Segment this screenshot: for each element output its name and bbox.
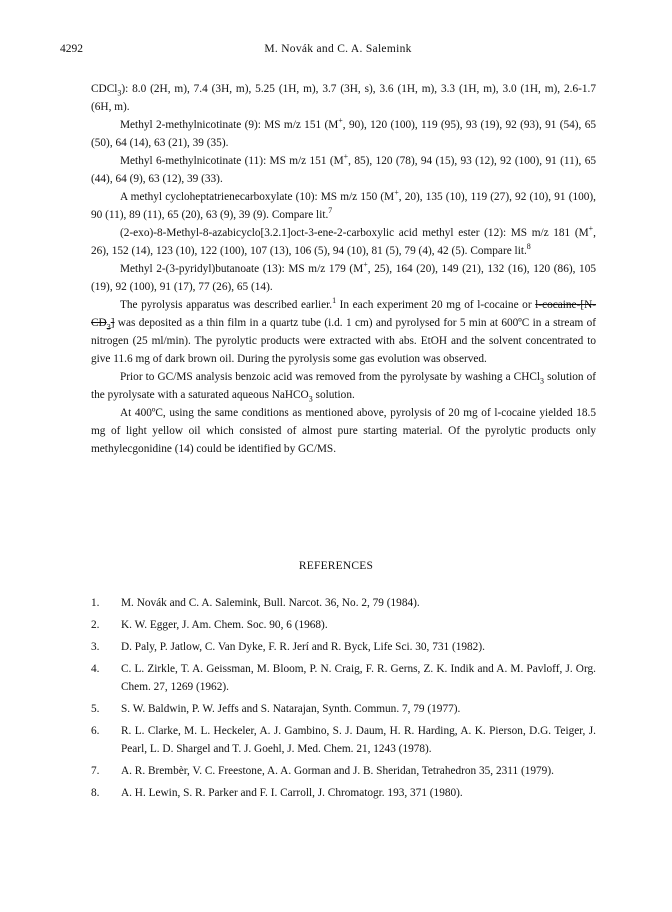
running-authors: M. Novák and C. A. Salemink (264, 43, 412, 55)
references-heading: REFERENCES (298, 560, 374, 572)
experimental-section (91, 80, 596, 458)
page-number: 4292 (60, 43, 83, 55)
compound-10-paragraph: A methyl cycloheptatrienecarboxylate (10): MS m/z 150 (M+, 20), 135 (10), 119 (27), 92 (10), 91 (100), 90 (11), 89 (11), 65 (20), 63 (9), 39 (9). Compare lit.$^7$ (91, 188, 597, 221)
pyrolysis-method-paragraph: The pyrolysis apparatus was described earlier.$^1$ In each experiment 20 mg of l-cocaine or $l-cocaine-[N-CD_3]$ was deposited as a thin film in a quartz tube (i.d. 1 cm) and pyrolysed for 5 min at 600ºC in a stream of nitrogen (25 ml/min). The pyrolytic products were extracted with abs. EtOH and the solvent concentrated to give 11.6 mg of dark brown oil. During the pyrolysis some gas evolution was observed. (91, 296, 597, 365)
reference-item: 5. S. W. Baldwin, P. W. Jeffs and S. Natarajan, Synth. Commun. 7, 79 (1977). (91, 703, 461, 715)
reference-item: 4. C. L. Zirkle, T. A. Geissman, M. Bloom, P. N. Craig, F. R. Gerns, Z. K. Indik and A. M. Pavloff, J. Org. Chem. 27, 1269 (1962). (91, 663, 596, 693)
references-list (91, 594, 596, 806)
running-header (60, 43, 616, 59)
compound-11-paragraph: Methyl 6-methylnicotinate (11): MS m/z 151 (M+, 85), 120 (78), 94 (15), 93 (12), 92 (100), 91 (11), 65 (44), 64 (9), 63 (12), 39 (33). (91, 152, 597, 185)
compound-12-paragraph: (2-exo)-8-Methyl-8-azabicyclo[3.2.1]oct-3-ene-2-carboxylic acid methyl ester (12): MS m/z 181 (M+, 26), 152 (14), 123 (10), 122 (100), 107 (13), 106 (5), 94 (10), 81 (5), 79 (4), 42 (5). Compare lit.$^8$ (91, 224, 596, 257)
reference-item: 7. A. R. Brembèr, V. C. Freestone, A. A. Gorman and J. B. Sheridan, Tetrahedron 35, 2311 (1979). (91, 765, 554, 777)
gcms-prep-paragraph: Prior to GC/MS analysis benzoic acid was removed from the pyrolysate by washing a CHCl$_3$ solution of the pyrolysate with a saturated aqueous NaHCO$_3$ solution. (91, 371, 596, 404)
low-temp-pyrolysis-paragraph: At 400ºC, using the same conditions as mentioned above, pyrolysis of 20 mg of l-cocaine yielded 18.5 mg of light yellow oil which consisted of almost pure starting material. Of the pyrolytic products only methylecgonidine (14) could be identified by GC/MS. (91, 407, 596, 455)
reference-item: 2. K. W. Egger, J. Am. Chem. Soc. 90, 6 (1968). (91, 619, 328, 631)
struck-text: $l-cocaine-[N-CD_3]$ (91, 299, 597, 332)
reference-item: 8. A. H. Lewin, S. R. Parker and F. I. Carroll, J. Chromatogr. 193, 371 (1980). (91, 787, 463, 799)
nmr-data-paragraph: CDCl$_3$): 8.0 (2H, m), 7.4 (3H, m), 5.25 (1H, m), 3.7 (3H, s), 3.6 (1H, m), 3.3 (1H, m), 3.0 (1H, m), 2.6-1.7 (6H, m). (91, 83, 596, 113)
reference-item: 6. R. L. Clarke, M. L. Heckeler, A. J. Gambino, S. J. Daum, H. R. Harding, A. K. Pierson, D.G. Teiger, J. Pearl, L. D. Shargel and T. J. Goehl, J. Med. Chem. 21, 1243 (1978). (91, 725, 596, 755)
reference-item: 3. D. Paly, P. Jatlow, C. Van Dyke, F. R. Jerí and R. Byck, Life Sci. 30, 731 (1982). (91, 641, 485, 653)
compound-9-paragraph: Methyl 2-methylnicotinate (9): MS m/z 151 (M+, 90), 120 (100), 119 (95), 93 (19), 92 (93), 91 (54), 65 (50), 64 (14), 63 (21), 39 (35). (91, 116, 596, 149)
compound-13-paragraph: Methyl 2-(3-pyridyl)butanoate (13): MS m/z 179 (M+, 25), 164 (20), 149 (21), 132 (16), 120 (86), 105 (19), 92 (100), 91 (17), 77 (26), 65 (14). (91, 260, 597, 293)
reference-item: 1. M. Novák and C. A. Salemink, Bull. Narcot. 36, No. 2, 79 (1984). (91, 597, 420, 609)
